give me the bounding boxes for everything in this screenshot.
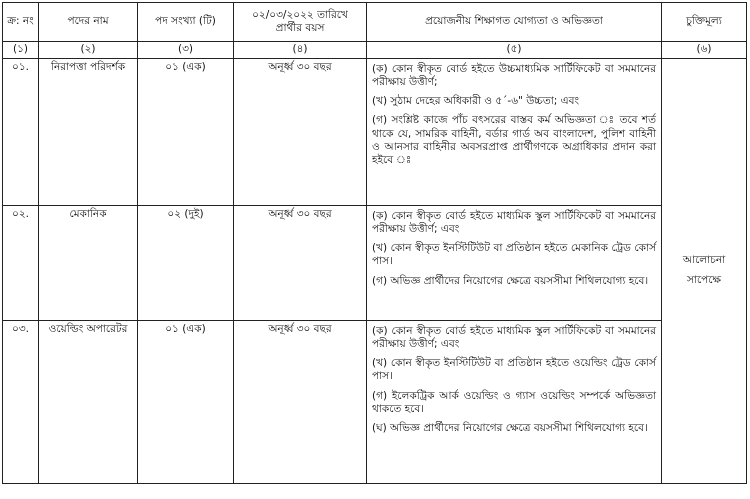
qualification-item: (গ) সংশ্লিষ্ট কাজে পাঁচ বৎসরের বাস্তব কর্ম অভিজ্ঞতা ঃ তবে শর্ত থাকে যে, সামরিক বাহিনী, বর্ডার গার্ড অব বাংলাদেশ, পুলিশ বাহিনী ও আনসার বাহিনীর অবসরপ্রাপ্ত প্রার্থীগণকে অগ্রাধিকার প্রদান করা হইবে ঃ xyxy=(372,114,656,166)
column-number: (২) xyxy=(39,42,138,59)
column-number: (৪) xyxy=(234,42,367,59)
age-cell: অনূর্ধ্ব ৩০ বছর xyxy=(234,206,367,321)
column-number: (৬) xyxy=(662,42,747,59)
header-row xyxy=(3,3,747,42)
qualification-item: (ক) কোন স্বীকৃত বোর্ড হইতে মাধ্যমিক স্কুল সার্টিফিকেট বা সমমানের পরীক্ষায় উত্তীর্ণ; এবং xyxy=(372,210,656,236)
header-serial: ক্র: নং xyxy=(3,3,39,42)
table-row xyxy=(3,321,747,484)
post-count-cell: ০১ (এক) xyxy=(138,321,234,484)
post-count-cell: ০২ (দুই) xyxy=(138,206,234,321)
age-cell: অনূর্ধ্ব ৩০ বছর xyxy=(234,321,367,484)
header-age: ০২/০৩/২০২২ তারিখে প্রার্থীর বয়স xyxy=(234,3,367,42)
qualification-item: (ক) কোন স্বীকৃত বোর্ড হইতে মাধ্যমিক স্কুল সার্টিফিকেট বা সমমানের পরীক্ষায় উত্তীর্ণ; এবং xyxy=(372,325,656,351)
qualification-cell xyxy=(367,206,662,321)
column-number: (৫) xyxy=(367,42,662,59)
header-post-count: পদ সংখ্যা (টি) xyxy=(138,3,234,42)
qualification-item: (গ) ইলেকট্রিক আর্ক ওয়েল্ডিং ও গ্যাস ওয়েল্ডিং সম্পর্কে অভিজ্ঞতা থাকতে হবে। xyxy=(372,389,656,415)
post-count-cell: ০১ (এক) xyxy=(138,59,234,206)
column-number: (১) xyxy=(3,42,39,59)
header-qualification: প্রয়োজনীয় শিক্ষাগত যোগ্যতা ও অভিজ্ঞতা xyxy=(367,3,662,42)
qualification-item: (খ) সুঠাম দেহের অধিকারী ও ৫´-৬" উচ্চতা; এবং xyxy=(372,95,579,108)
serial-cell: ০১. xyxy=(3,59,39,206)
qualification-item: (গ) অভিজ্ঞ প্রার্থীদের নিয়োগের ক্ষেত্রে বয়সসীমা শিথিলযোগ্য হবে। xyxy=(372,274,649,287)
post-name-cell: ওয়েল্ডিং অপারেটর xyxy=(39,321,138,484)
column-number: (৩) xyxy=(138,42,234,59)
qualification-cell xyxy=(367,59,662,206)
column-number-row xyxy=(3,42,747,59)
table-row xyxy=(3,59,747,206)
qualification-item: (ঘ) অভিজ্ঞ প্রার্থীদের নিয়োগের ক্ষেত্রে বয়সসীমা শিথিলযোগ্য হবে। xyxy=(372,421,648,434)
serial-cell: ০২. xyxy=(3,206,39,321)
post-name-cell: মেকানিক xyxy=(39,206,138,321)
qualification-item: (ক) কোন স্বীকৃত বোর্ড হইতে উচ্চমাধ্যমিক সার্টিফিকেট বা সমমানের পরীক্ষায় উত্তীর্ণ; xyxy=(372,63,656,89)
salary-cell: আলোচনা সাপেক্ষে xyxy=(662,59,747,484)
qualification-cell xyxy=(367,321,662,484)
qualification-item: (খ) কোন স্বীকৃত ইনস্টিটিউট বা প্রতিষ্ঠান হইতে ওয়েল্ডিং ট্রেড কোর্স পাস। xyxy=(372,357,656,383)
post-name-cell: নিরাপত্তা পরিদর্শক xyxy=(39,59,138,206)
qualification-item: (খ) কোন স্বীকৃত ইনস্টিটিউট বা প্রতিষ্ঠান হইতে মেকানিক ট্রেড কোর্স পাস। xyxy=(372,242,656,268)
age-cell: অনূর্ধ্ব ৩০ বছর xyxy=(234,59,367,206)
table-row xyxy=(3,206,747,321)
serial-cell: ০৩. xyxy=(3,321,39,484)
recruitment-table xyxy=(2,2,747,484)
header-salary: চুক্তিমূল্য xyxy=(662,3,747,42)
header-post-name: পদের নাম xyxy=(39,3,138,42)
